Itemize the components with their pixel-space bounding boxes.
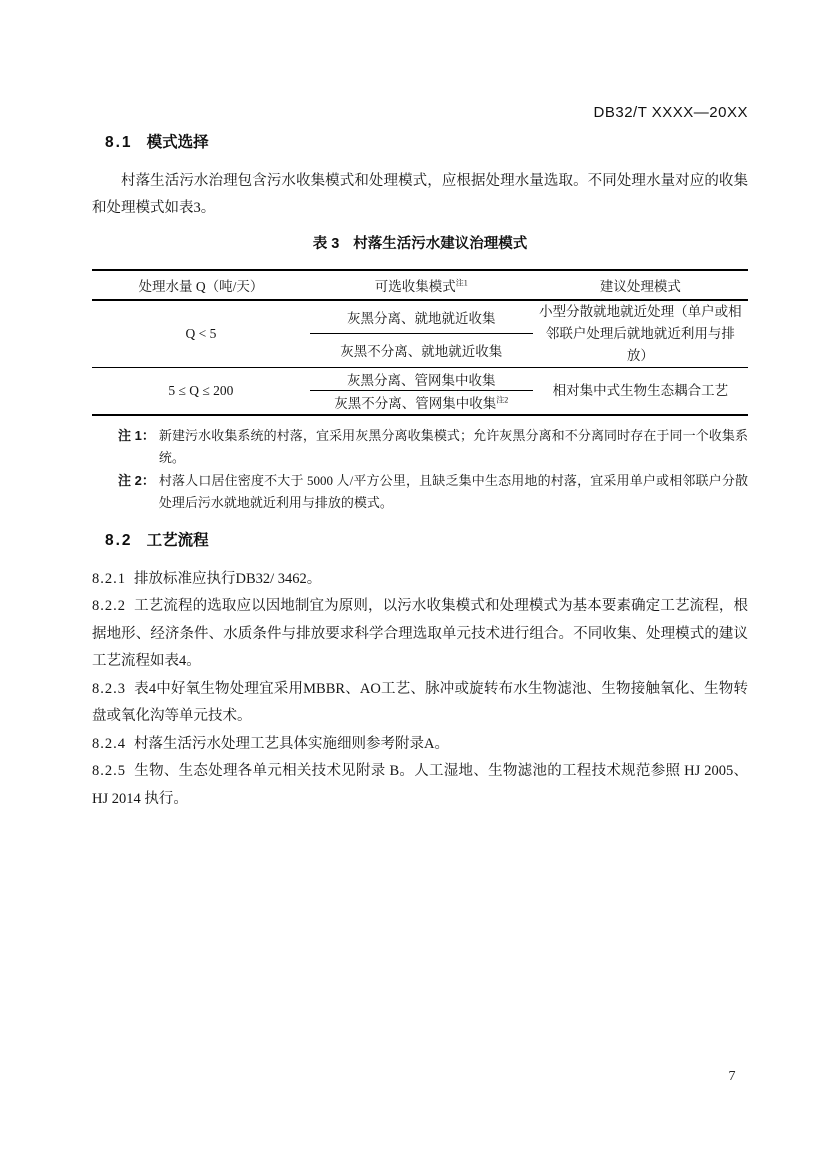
table3-header-collection: 可选收集模式$^{注1}$ [310,270,533,300]
running-header [92,104,748,122]
section-8-1-heading [105,134,748,152]
section-8-1-paragraph: 村落生活污水治理包含污水收集模式和处理模式，应根据处理水量选取。不同处理水量对应的收集和处理模式如表3。 [92,173,748,216]
table-row [92,368,748,391]
table3-title-text: 村落生活污水建议治理模式 [353,236,528,252]
page-content [92,0,748,813]
section-8-2-clauses [92,566,748,814]
row1-collection-mode-1: 灰黑分离、就地就近收集 [310,300,533,333]
clause-8-2-1: 8.2.1 排放标准应执行DB32/ 3462。 [92,570,322,587]
standard-number: DB32/T XXXX—20XX [593,104,748,121]
table3-header-note-ref: 注1 [455,278,468,288]
section-8-1-number: 8.1 [105,134,133,151]
table3-note-1 [118,425,748,470]
table3-title-label: 表 3 [312,236,340,252]
section-8-1-title: 模式选择 [146,134,209,151]
clause-8-2-2: 8.2.2 工艺流程的选取应以因地制宜为原则，以污水收集模式和处理模式为基本要素确定工艺流程，根据地形、经济条件、水质条件与排放要求科学合理选取单元技术进行组合。不同收集、处理模式的建议工艺流程如表4。 [92,598,748,669]
note-2-label: 注 2： [118,472,155,488]
clause-8-2-4: 8.2.4 村落生活污水处理工艺具体实施细则参考附录A。 [92,735,449,752]
table3-header-treatment: 建议处理模式 [533,270,748,300]
note-1-label: 注 1： [118,427,155,443]
row1-collection-mode-2: 灰黑不分离、就地就近收集 [340,344,503,360]
section-8-2-heading [105,532,748,550]
table3-title [92,235,748,253]
clause-8-2-5: 8.2.5 生物、生态处理各单元相关技术见附录 B。人工湿地、生物滤池的工程技术规范参照 HJ 2005、HJ 2014 执行。 [92,763,748,807]
table3-notes [92,425,748,515]
row1-treatment: 小型分散就地就近处理（单户或相邻联户处理后就地就近利用与排放） [539,304,742,363]
table3-header-row [92,270,748,300]
table3-note-2 [118,470,748,515]
section-8-2-title: 工艺流程 [146,531,209,549]
table-row [92,300,748,333]
row2-treatment: 相对集中式生物生态耦合工艺 [533,368,748,415]
section-8-2-number: 8.2 [105,531,133,549]
note-2-text: 村落人口居住密度不大于 5000 人/平方公里，且缺乏集中生态用地的村落，宜采用单户或相邻联户分散处理后污水就地就近利用与排放的模式。 [158,472,748,510]
table3-header-quantity: 处理水量 Q（吨/天） [92,270,310,300]
note-1-text: 新建污水收集系统的村落，宜采用灰黑分离收集模式；允许灰黑分离和不分离同时存在于同一个收集系统。 [158,427,748,465]
row2-collection-mode-2: 灰黑不分离、管网集中收集$^{注2}$ [334,395,509,412]
clause-8-2-3: 8.2.3 表4中好氧生物处理宜采用MBBR、AO工艺、脉冲或旋转布水生物滤池、生物接触氧化、生物转盘或氧化沟等单元技术。 [92,680,748,724]
row1-quantity: Q < 5 [185,326,217,341]
table3 [92,269,748,416]
page-number: 7 [728,1069,736,1084]
row2-collection-mode-1: 灰黑分离、管网集中收集 [310,368,533,391]
row2-quantity: 5 ≤ Q ≤ 200 [92,368,310,415]
row2-note-ref: 注2 [496,395,509,405]
